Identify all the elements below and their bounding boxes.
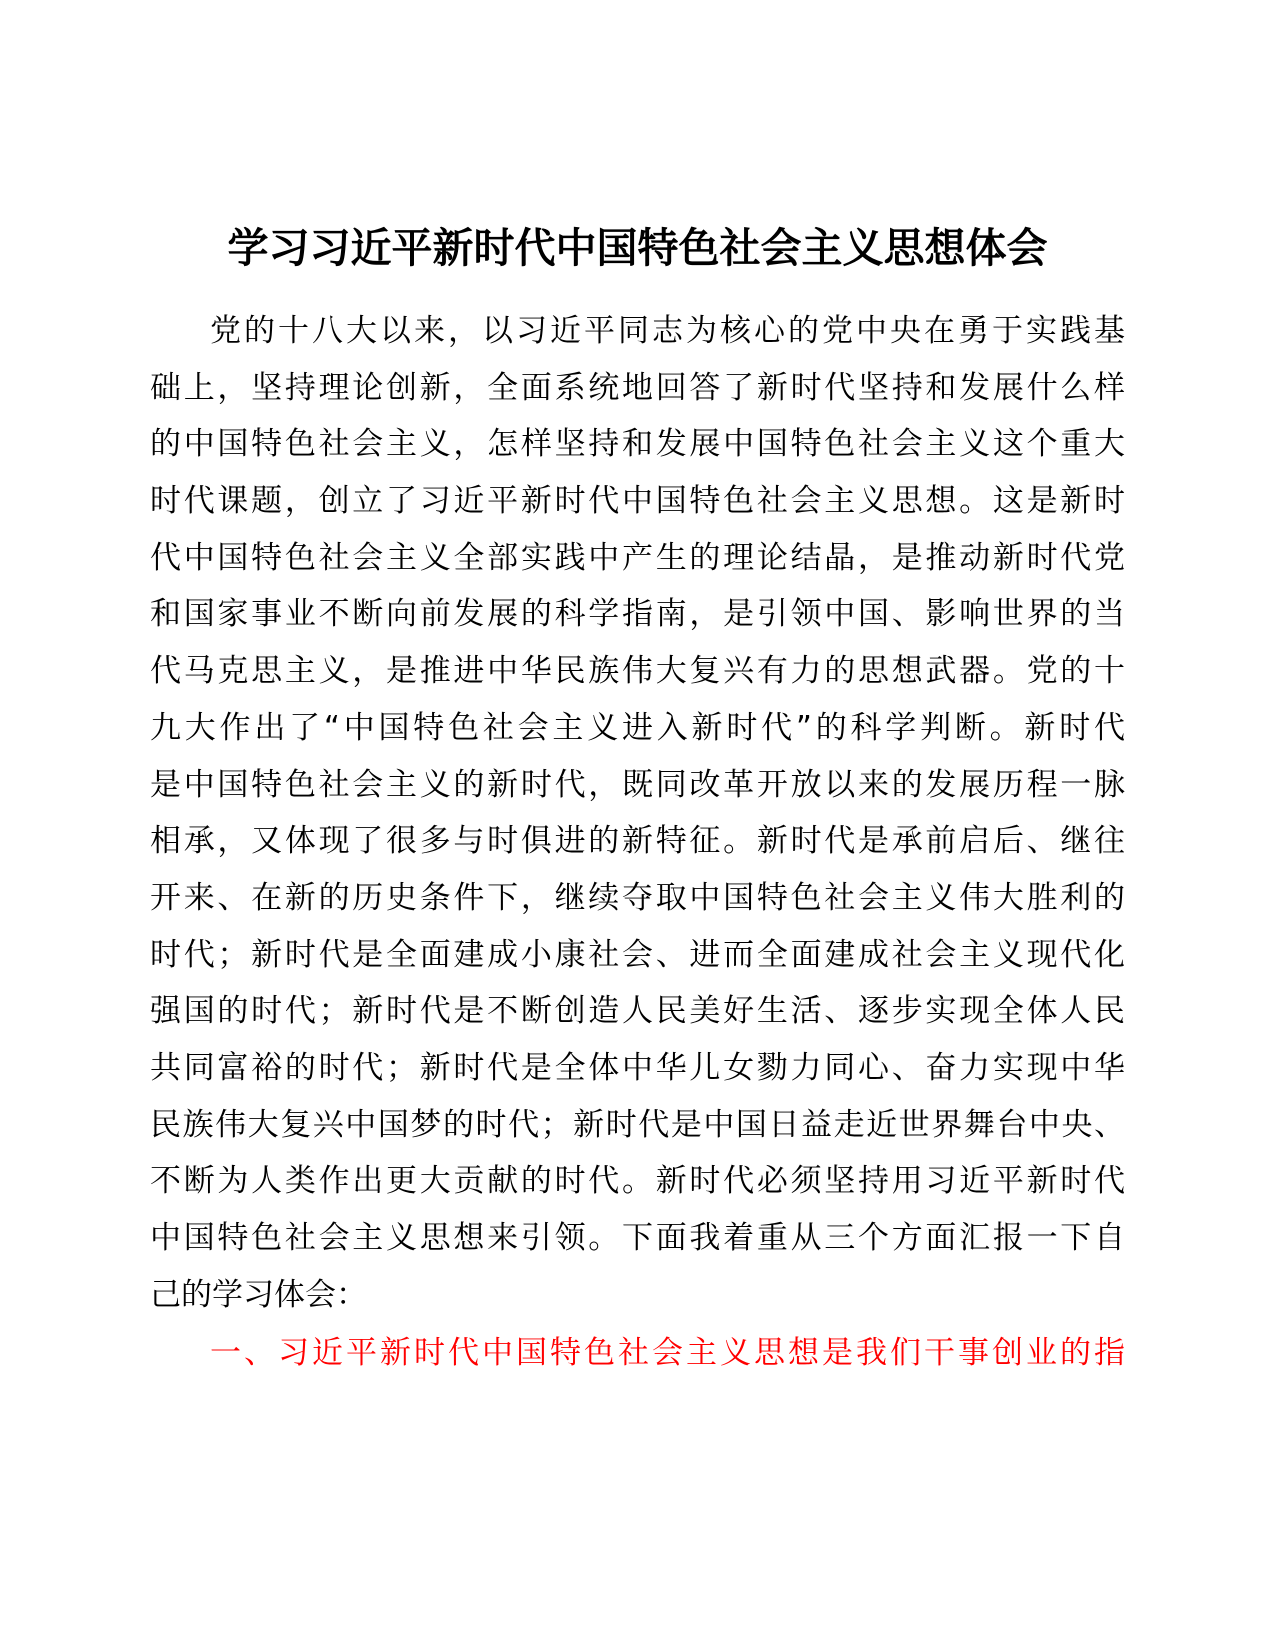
paragraph-line: 时代课题，创立了习近平新时代中国特色社会主义思想。这是新时 — [150, 483, 1125, 520]
paragraph-line: 的中国特色社会主义，怎样坚持和发展中国特色社会主义这个重大 — [150, 426, 1125, 463]
paragraph-line: 相承，又体现了很多与时俱进的新特征。新时代是承前启后、继往 — [150, 823, 1125, 860]
paragraph-line: 共同富裕的时代；新时代是全体中华儿女勠力同心、奋力实现中华 — [150, 1049, 1125, 1086]
paragraph-line: 时代；新时代是全面建成小康社会、进而全面建成社会主义现代化 — [150, 936, 1125, 973]
section-heading: 一、习近平新时代中国特色社会主义思想是我们干事创业的指 — [210, 1335, 1125, 1371]
paragraph-line: 党的十八大以来，以习近平同志为核心的党中央在勇于实践基 — [210, 313, 1125, 349]
paragraph-line: 和国家事业不断向前发展的科学指南，是引领中国、影响世界的当 — [150, 596, 1125, 633]
paragraph-line: 中国特色社会主义思想来引领。下面我着重从三个方面汇报一下自 — [150, 1220, 1125, 1256]
paragraph-line: 是中国特色社会主义的新时代，既同改革开放以来的发展历程一脉 — [150, 766, 1125, 803]
paragraph-line: 己的学习体会： — [150, 1276, 367, 1313]
paragraph-line: 不断为人类作出更大贡献的时代。新时代必须坚持用习近平新时代 — [150, 1163, 1125, 1200]
paragraph-line: 础上，坚持理论创新，全面系统地回答了新时代坚持和发展什么样 — [150, 369, 1125, 406]
paragraph-line: 代中国特色社会主义全部实践中产生的理论结晶，是推动新时代党 — [150, 539, 1125, 576]
paragraph-line: 民族伟大复兴中国梦的时代；新时代是中国日益走近世界舞台中央、 — [150, 1106, 1125, 1143]
document-title: 学习习近平新时代中国特色社会主义思想体会 — [227, 224, 1048, 272]
paragraph-line: 代马克思主义，是推进中华民族伟大复兴有力的思想武器。党的十 — [150, 653, 1125, 690]
body-paragraph — [150, 303, 1125, 1323]
paragraph-line: 九大作出了“中国特色社会主义进入新时代”的科学判断。新时代 — [150, 709, 1125, 746]
paragraph-line: 强国的时代；新时代是不断创造人民美好生活、逐步实现全体人民 — [150, 993, 1125, 1030]
paragraph-line: 开来、在新的历史条件下，继续夺取中国特色社会主义伟大胜利的 — [150, 879, 1125, 916]
